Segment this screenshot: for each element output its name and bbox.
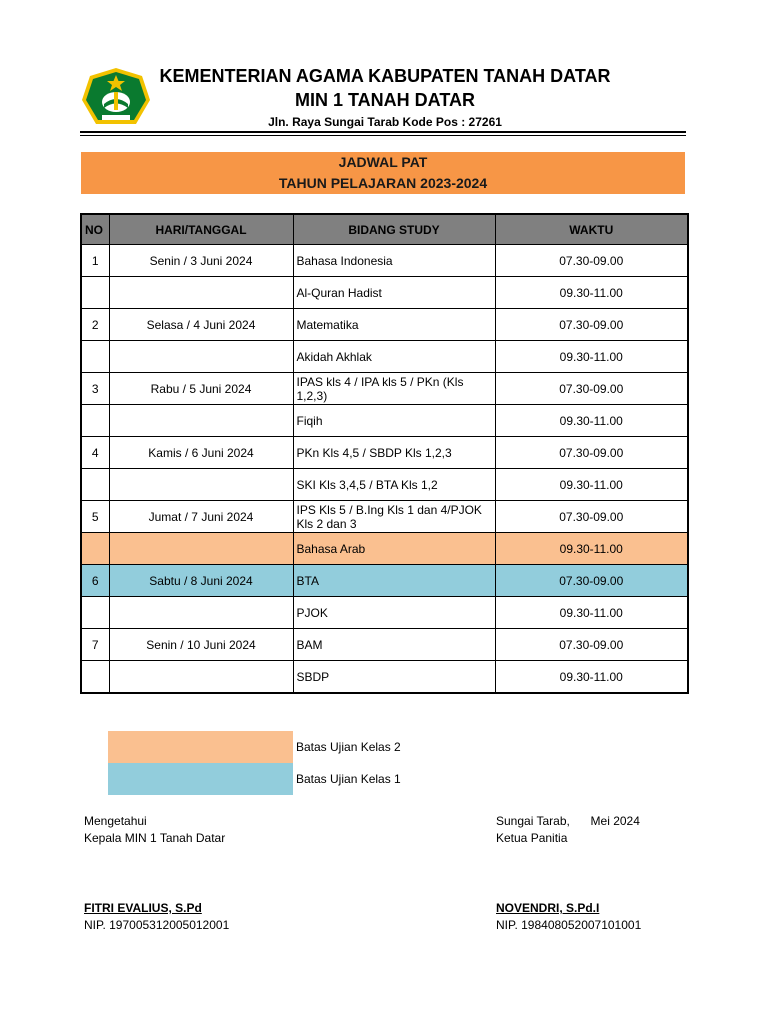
left-signature-block xyxy=(84,813,225,847)
right-sig-name: NOVENDRI, S.Pd.I xyxy=(496,901,600,915)
cell-date: Selasa / 4 Juni 2024 xyxy=(109,309,293,341)
cell-subject: BTA xyxy=(293,565,495,597)
cell-no xyxy=(81,405,109,437)
cell-subject: Fiqih xyxy=(293,405,495,437)
cell-no: 2 xyxy=(81,309,109,341)
ministry-logo xyxy=(80,66,152,130)
cell-date: Sabtu / 8 Juni 2024 xyxy=(109,565,293,597)
table-row xyxy=(81,661,688,694)
cell-date xyxy=(109,661,293,694)
header-subject: BIDANG STUDY xyxy=(293,214,495,245)
cell-date: Senin / 3 Juni 2024 xyxy=(109,245,293,277)
legend-swatch-kelas-1 xyxy=(108,763,293,795)
schedule-banner xyxy=(81,152,685,194)
cell-time: 07.30-09.00 xyxy=(495,245,688,277)
table-row xyxy=(81,341,688,373)
right-sig-month: Mei 2024 xyxy=(590,814,640,828)
header-date: HARI/TANGGAL xyxy=(109,214,293,245)
cell-subject: PKn Kls 4,5 / SBDP Kls 1,2,3 xyxy=(293,437,495,469)
cell-subject: SBDP xyxy=(293,661,495,694)
school-address: Jln. Raya Sungai Tarab Kode Pos : 27261 xyxy=(268,115,502,129)
cell-time: 07.30-09.00 xyxy=(495,373,688,405)
table-row xyxy=(81,629,688,661)
cell-date xyxy=(109,597,293,629)
table-row xyxy=(81,405,688,437)
table-row xyxy=(81,437,688,469)
cell-time: 09.30-11.00 xyxy=(495,597,688,629)
cell-subject: IPS Kls 5 / B.Ing Kls 1 dan 4/PJOK Kls 2 dan 3 xyxy=(293,501,495,533)
cell-date: Jumat / 7 Juni 2024 xyxy=(109,501,293,533)
header-no: NO xyxy=(81,214,109,245)
left-sig-name: FITRI EVALIUS, S.Pd xyxy=(84,901,202,915)
right-sig-line2: Ketua Panitia xyxy=(496,831,568,845)
ministry-title: KEMENTERIAN AGAMA KABUPATEN TANAH DATAR xyxy=(159,66,611,86)
exam-schedule-table xyxy=(80,213,689,694)
table-row xyxy=(81,597,688,629)
cell-no xyxy=(81,277,109,309)
cell-no xyxy=(81,469,109,501)
header-rule-thin xyxy=(80,135,686,136)
cell-subject: Bahasa Arab xyxy=(293,533,495,565)
cell-date xyxy=(109,277,293,309)
cell-time: 07.30-09.00 xyxy=(495,565,688,597)
table-row xyxy=(81,309,688,341)
cell-date xyxy=(109,405,293,437)
cell-subject: BAM xyxy=(293,629,495,661)
header-rule-thick xyxy=(80,131,686,133)
cell-time: 07.30-09.00 xyxy=(495,437,688,469)
left-sig-line1: Mengetahui xyxy=(84,814,147,828)
cell-time: 07.30-09.00 xyxy=(495,629,688,661)
cell-time: 09.30-11.00 xyxy=(495,277,688,309)
cell-no xyxy=(81,661,109,694)
right-signatory xyxy=(496,900,641,934)
cell-subject: SKI Kls 3,4,5 / BTA Kls 1,2 xyxy=(293,469,495,501)
cell-time: 09.30-11.00 xyxy=(495,533,688,565)
cell-no xyxy=(81,533,109,565)
cell-date: Rabu / 5 Juni 2024 xyxy=(109,373,293,405)
legend-label-kelas-1: Batas Ujian Kelas 1 xyxy=(296,772,401,786)
cell-date xyxy=(109,469,293,501)
cell-time: 09.30-11.00 xyxy=(495,405,688,437)
cell-date: Senin / 10 Juni 2024 xyxy=(109,629,293,661)
cell-no: 6 xyxy=(81,565,109,597)
cell-subject: Matematika xyxy=(293,309,495,341)
table-header-row xyxy=(81,214,688,245)
banner-subtitle: TAHUN PELAJARAN 2023-2024 xyxy=(278,175,488,191)
cell-no: 4 xyxy=(81,437,109,469)
cell-time: 09.30-11.00 xyxy=(495,469,688,501)
cell-time: 07.30-09.00 xyxy=(495,501,688,533)
right-sig-nip: NIP. 198408052007101001 xyxy=(496,918,642,932)
table-row xyxy=(81,469,688,501)
cell-subject: IPAS kls 4 / IPA kls 5 / PKn (Kls 1,2,3) xyxy=(293,373,495,405)
cell-subject: Al-Quran Hadist xyxy=(293,277,495,309)
cell-no xyxy=(81,597,109,629)
table-row xyxy=(81,501,688,533)
cell-no xyxy=(81,341,109,373)
cell-subject: Akidah Akhlak xyxy=(293,341,495,373)
cell-subject: Bahasa Indonesia xyxy=(293,245,495,277)
legend-label-kelas-2: Batas Ujian Kelas 2 xyxy=(296,740,401,754)
left-signatory xyxy=(84,900,229,934)
table-row xyxy=(81,533,688,565)
cell-date: Kamis / 6 Juni 2024 xyxy=(109,437,293,469)
cell-subject: PJOK xyxy=(293,597,495,629)
cell-no: 1 xyxy=(81,245,109,277)
left-sig-nip: NIP. 197005312005012001 xyxy=(84,918,230,932)
legend-swatch-kelas-2 xyxy=(108,731,293,763)
cell-time: 09.30-11.00 xyxy=(495,661,688,694)
header-time: WAKTU xyxy=(495,214,688,245)
banner-title: JADWAL PAT xyxy=(338,154,428,170)
cell-no: 3 xyxy=(81,373,109,405)
table-row xyxy=(81,245,688,277)
cell-date xyxy=(109,533,293,565)
school-title: MIN 1 TANAH DATAR xyxy=(295,90,475,110)
cell-date xyxy=(109,341,293,373)
right-sig-place: Sungai Tarab, xyxy=(496,814,570,828)
table-row xyxy=(81,565,688,597)
cell-no: 7 xyxy=(81,629,109,661)
table-row xyxy=(81,373,688,405)
table-row xyxy=(81,277,688,309)
cell-time: 07.30-09.00 xyxy=(495,309,688,341)
cell-no: 5 xyxy=(81,501,109,533)
right-signature-block xyxy=(496,813,640,847)
cell-time: 09.30-11.00 xyxy=(495,341,688,373)
left-sig-line2: Kepala MIN 1 Tanah Datar xyxy=(84,831,226,845)
